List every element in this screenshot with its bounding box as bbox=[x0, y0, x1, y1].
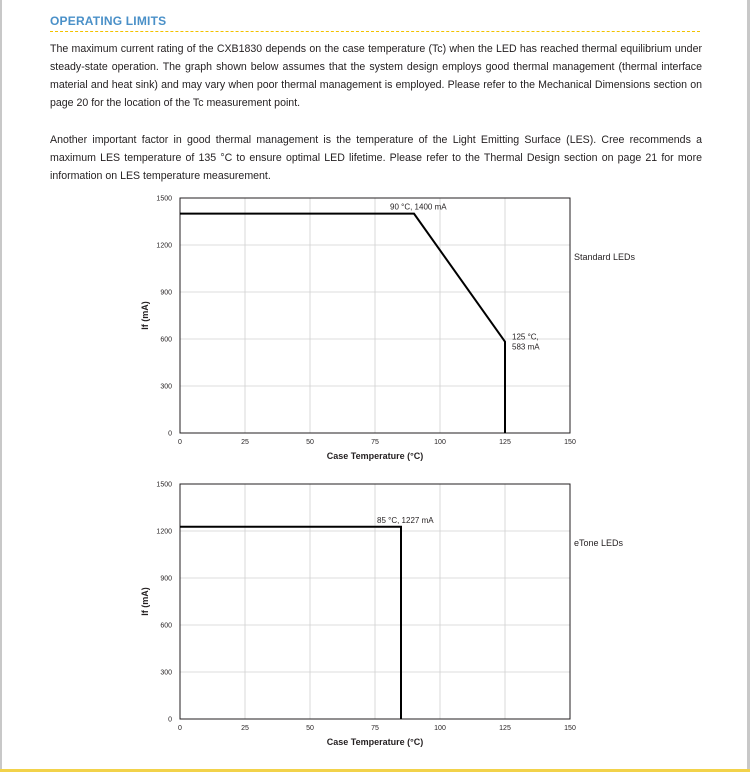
c1-y-tick-label: 1500 bbox=[156, 195, 172, 203]
paragraph-les-temperature: Another important factor in good thermal management is the temperature of the Light Emitting Surface (LES). Cree recommends a maximum LES temperature of 135 °C to ensure optimal LED lifetime. Please refer to the Thermal Design section on page 21 for more information on LES temperature measurement. bbox=[50, 134, 702, 182]
c1-y-tick-label: 300 bbox=[160, 383, 172, 391]
chart-etone-leds bbox=[0, 476, 750, 756]
c2-x-tick-label: 100 bbox=[434, 725, 446, 732]
c2-series-line-0 bbox=[180, 527, 401, 719]
c2-y-tick-label: 600 bbox=[160, 622, 172, 630]
c1-y-tick-label: 0 bbox=[168, 430, 172, 438]
c1-y-axis-label: If (mA) bbox=[140, 301, 150, 330]
c2-y-tick-label: 0 bbox=[168, 716, 172, 724]
c2-x-tick-label: 0 bbox=[178, 725, 182, 732]
c1-y-tick-label: 600 bbox=[160, 336, 172, 344]
c1-y-tick-label: 900 bbox=[160, 289, 172, 297]
c2-y-tick-label: 1200 bbox=[156, 528, 172, 536]
c1-x-axis-label: Case Temperature (°C) bbox=[326, 451, 424, 461]
c1-annotation-0: 90 °C, 1400 mA bbox=[390, 202, 447, 212]
c2-y-tick-label: 1500 bbox=[156, 481, 172, 489]
c1-x-tick-label: 100 bbox=[434, 439, 446, 446]
c1-y-tick-label: 1200 bbox=[156, 242, 172, 250]
paragraph-current-rating: The maximum current rating of the CXB1830 depends on the case temperature (Tc) when the LED has reached thermal equilibrium under steady-state operation. The graph shown below assumes that the system design employs good thermal management (thermal interface material and heat sink) and may vary when poor thermal management is employed. Please refer to the Mechanical Dimensions section on page 20 for the location of the Tc measurement point. bbox=[50, 43, 702, 109]
c2-annotation-0: 85 °C, 1227 mA bbox=[377, 515, 434, 525]
c1-x-tick-label: 0 bbox=[178, 439, 182, 446]
c1-x-tick-label: 50 bbox=[306, 439, 314, 446]
chart-standard-leds bbox=[0, 190, 750, 470]
c2-y-tick-label: 900 bbox=[160, 575, 172, 583]
c1-x-tick-label: 25 bbox=[241, 439, 249, 446]
c2-x-axis-label: Case Temperature (°C) bbox=[326, 737, 424, 747]
c1-legend-label: Standard LEDs bbox=[574, 252, 636, 262]
c1-series-line-0 bbox=[180, 214, 505, 433]
c2-x-tick-label: 25 bbox=[241, 725, 249, 732]
c2-x-tick-label: 150 bbox=[564, 725, 576, 732]
section-heading: OPERATING LIMITS bbox=[50, 14, 700, 32]
c1-x-tick-label: 75 bbox=[371, 439, 379, 446]
c2-y-tick-label: 300 bbox=[160, 669, 172, 677]
c1-annotation-1: 125 °C, 583 mA bbox=[512, 332, 540, 352]
c1-x-tick-label: 125 bbox=[499, 439, 511, 446]
c2-x-tick-label: 125 bbox=[499, 725, 511, 732]
c2-y-axis-label: If (mA) bbox=[140, 587, 150, 616]
c2-legend-label: eTone LEDs bbox=[574, 538, 624, 548]
c2-x-tick-label: 50 bbox=[306, 725, 314, 732]
c2-x-tick-label: 75 bbox=[371, 725, 379, 732]
c1-x-tick-label: 150 bbox=[564, 439, 576, 446]
